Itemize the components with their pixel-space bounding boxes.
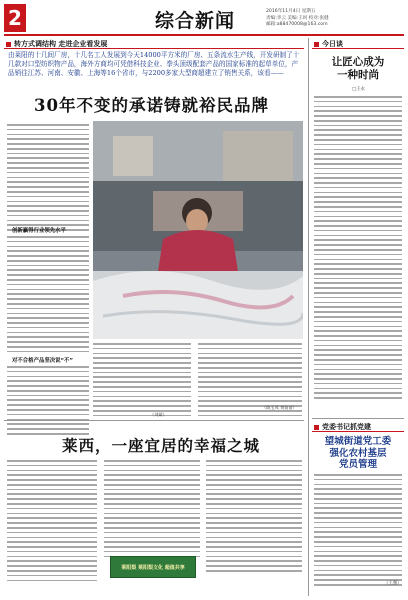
sidebar-column-header-2-text: 党委书记抓党建 [322, 423, 371, 431]
sidebar-byline: □王永 [352, 87, 365, 92]
sidebar-article-title [312, 56, 404, 82]
subhead-innovation: 创新赢得行业领先水平 [12, 228, 66, 234]
red-square-icon [6, 42, 11, 47]
advertisement-banner[interactable] [110, 556, 196, 578]
article-text-col-1c [7, 366, 89, 435]
advertisement-text: 莱阳梨 莱阳梨文化 超值共享 [121, 564, 185, 571]
sidebar-column-header-text: 今日谈 [322, 40, 343, 48]
sidebar-header-rule-2 [312, 431, 404, 432]
article-credit-short: （刘斌） [150, 412, 167, 417]
sidebar-separator [312, 418, 404, 419]
editors-line: 责编:李云 美编:王珂 校对:张健 [266, 15, 329, 21]
photo-illustration [93, 121, 303, 339]
article-separator [4, 420, 304, 421]
sidebar2-title-line-3: 党员管理 [338, 459, 377, 470]
page-number-badge: 2 [4, 4, 26, 32]
section-title: 综合新闻 [155, 10, 236, 32]
article2-text-col-1 [7, 460, 97, 581]
sidebar2-title-line-2: 强化农村基层 [329, 447, 387, 459]
red-square-icon [314, 42, 319, 47]
article-text-col-1 [7, 124, 89, 231]
sidebar-header-rule [312, 48, 404, 49]
main-header-rule [4, 48, 304, 49]
article2-text-col-3 [206, 460, 302, 572]
factory-worker-photo [93, 121, 303, 339]
sidebar2-title-line-1: 望城街道党工委 [324, 436, 392, 447]
masthead-info [266, 9, 329, 29]
subhead-quality: 对不合格产品坚决说“不” [12, 358, 73, 364]
date-line: 2016年11月4日 星期五 [266, 9, 316, 14]
red-square-icon [314, 425, 319, 430]
masthead-rule [4, 34, 404, 36]
sidebar-title-line-2: 一种时尚 [337, 69, 379, 81]
lead-paragraph: 由莱阳的十几间厂房，十几名工人发展到今天14000平方米的厂房、五条流水生产线，开发研制了十几款对口型纺织物产品，海外方商均可凭借科技企业、拳头顶级配套产品的国家标准的起草单位，产品销往江苏、河南、安徽、上海等16个省市，与2200多家大型商超建立了销售关系，该看—— [8, 51, 300, 77]
sidebar2-text [314, 474, 402, 586]
main-headline: 30年不变的承诺铸就裕民品牌 [34, 96, 269, 115]
sidebar-text [314, 96, 402, 399]
second-headline: 莱西，一座宜居的幸福之城 [62, 436, 261, 455]
sidebar-article2-title [312, 436, 404, 471]
sidebar-divider [308, 38, 309, 596]
photo-credit: （陈玉凤 刘苗苗） [262, 405, 297, 410]
article-text-col-1b [7, 236, 89, 352]
main-column-header-text: 转方式调结构 走进企业看发展 [14, 40, 108, 48]
article2-text-col-2 [104, 460, 200, 557]
sidebar2-end-mark: （王强） [384, 581, 402, 586]
article-text-col-2 [93, 343, 191, 421]
email-line: 邮箱:a88470008@163.com [266, 22, 328, 27]
sidebar-title-line-1: 让匠心成为 [331, 56, 385, 68]
